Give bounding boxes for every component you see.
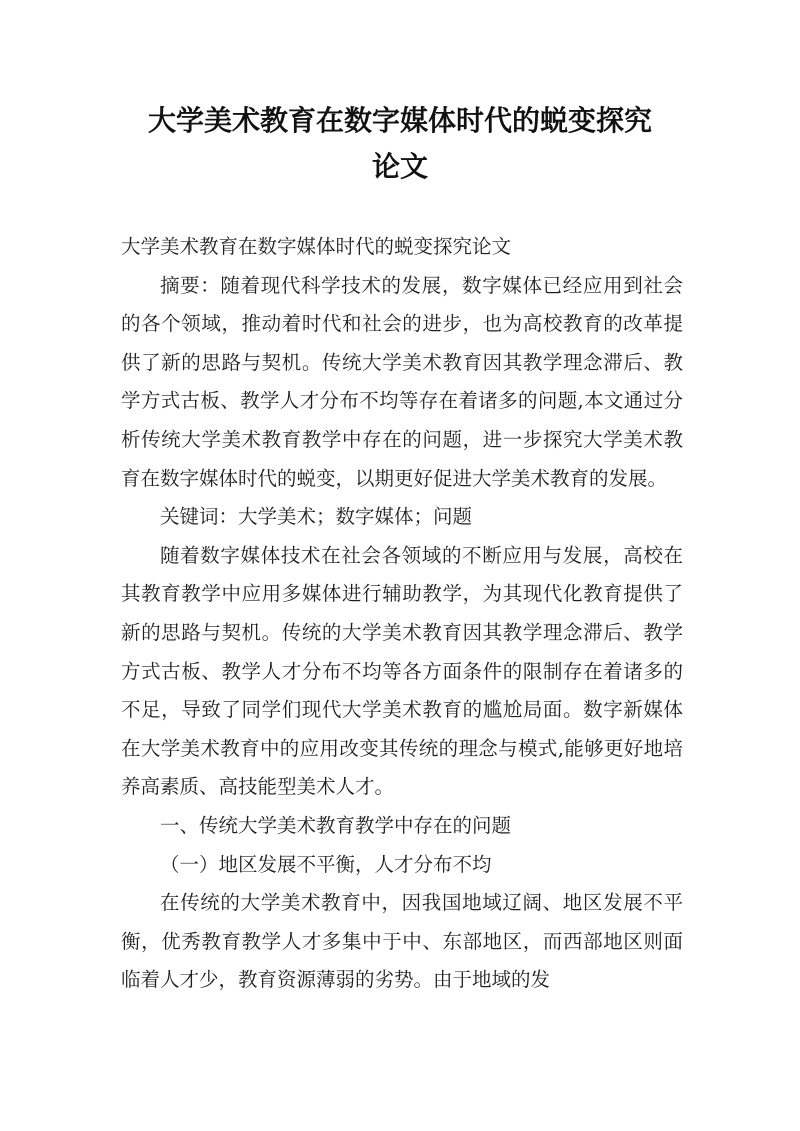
document-title — [100, 98, 700, 190]
keywords-paragraph: 关键词：大学美术；数字媒体；问题 — [160, 505, 473, 529]
subsection-heading-1: （一）地区发展不平衡，人才分布不均 — [160, 852, 492, 876]
paper-subtitle: 大学美术教育在数字媒体时代的蜕变探究论文 — [121, 235, 512, 258]
title-line-2: 论文 — [371, 150, 428, 183]
document-body — [121, 228, 683, 1000]
title-line-1: 大学美术教育在数字媒体时代的蜕变探究 — [147, 104, 652, 137]
abstract-paragraph: 摘要：随着现代科学技术的发展，数字媒体已经应用到社会的各个领域，推动着时代和社会的进步，也为高校教育的改革提供了新的思路与契机。传统大学美术教育因其教学理念滞后、教学方式古板、教学人才分布不均等存在着诸多的问题,本文通过分析传统大学美术教育教学中存在的问题，进一步探究大学美术教育在数字媒体时代的蜕变，以期更好促进大学美术教育的发展。 — [121, 273, 683, 490]
section-heading-1: 一、传统大学美术教育教学中存在的问题 — [160, 813, 512, 837]
body-paragraph: 在传统的大学美术教育中，因我国地域辽阔、地区发展不平衡，优秀教育教学人才多集中于中、东部地区，而西部地区则面临着人才少，教育资源薄弱的劣势。由于地域的发 — [121, 891, 683, 992]
intro-paragraph: 随着数字媒体技术在社会各领域的不断应用与发展，高校在其教育教学中应用多媒体进行辅助教学，为其现代化教育提供了新的思路与契机。传统的大学美术教育因其教学理念滞后、教学方式古板、教学人才分布不均等各方面条件的限制存在着诸多的不足，导致了同学们现代大学美术教育的尴尬局面。数字新媒体在大学美术教育中的应用改变其传统的理念与模式,能够更好地培养高素质、高技能型美术人才。 — [121, 543, 683, 799]
